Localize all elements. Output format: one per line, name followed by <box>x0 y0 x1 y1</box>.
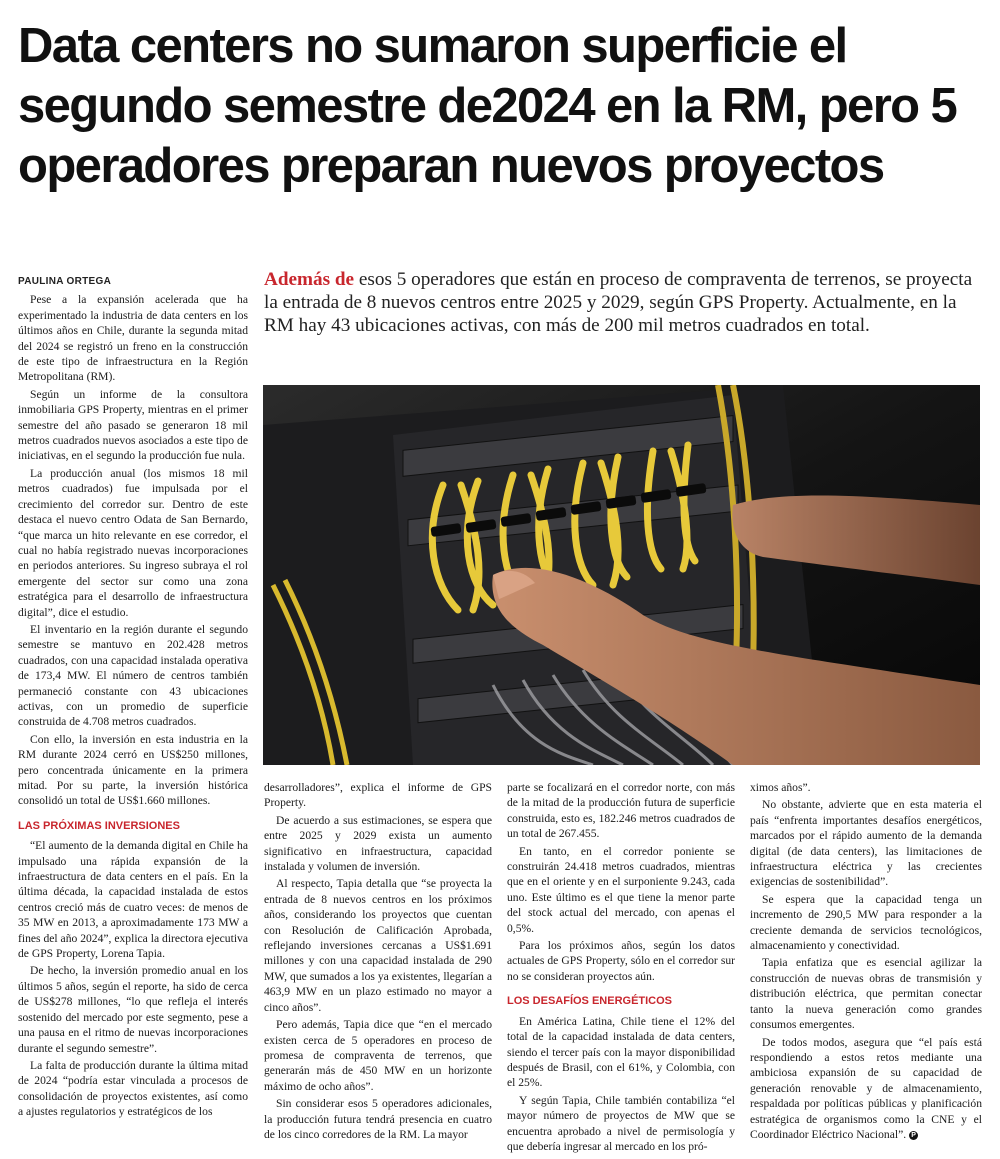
subhead-proximas-inversiones: LAS PRÓXIMAS INVERSIONES <box>18 819 180 832</box>
paragraph: El inventario en la región durante el segundo semestre se mantuvo en 202.428 metros cuadrados, con una capacidad instalada operativa de 173,4 MW. El número de centros también permaneció constante con 43 ubicaciones activas, con un promedio de superficie construida de 4.708 metros cuadrados. <box>18 622 248 729</box>
paragraph: parte se focalizará en el corredor norte, con más de la mitad de la producción futura de superficie construida, esto es, 182.246 metros cuadrados de un total de 267.455. <box>507 781 735 841</box>
paragraph: Sin considerar esos 5 operadores adicionales, la producción futura tendrá presencia en cuatro de los cinco corredores de la RM. La mayor <box>264 1097 492 1141</box>
paragraph: La falta de producción durante la última mitad de 2024 “podría estar vinculada a procesos de consolidación de proyectos existentes, así como a ajustes regulatorios y estratégicos de los <box>18 1058 248 1119</box>
paragraph: No obstante, advierte que en esta materia el país “enfrenta importantes desafíos energéticos, marcados por el rápido aumento de la demanda digital (de data centers), las limitaciones de infraestructura eléctrica y las crecientes exigencias de sostenibilidad”. <box>750 798 982 889</box>
paragraph: Según un informe de la consultora inmobiliaria GPS Property, mientras en el primer semestre del año pasado se generaron 18 mil metros cuadrados nuevos asociados a este tipo de iniciativas, en el segundo la producción fue nula. <box>18 387 248 463</box>
paragraph: Pero además, Tapia dice que “en el mercado existen cerca de 5 operadores en proceso de promesa de compraventa de terrenos, que generarán más de 450 MW en un horizonte máximo de ocho años”. <box>264 1018 492 1093</box>
paragraph: La producción anual (los mismos 18 mil metros cuadrados) fue impulsada por el crecimiento del corredor sur. Dentro de este destaca el nuevo centro Odata de San Bernardo, “que marca un hito relevante en ese corredor, el cual no había registrado nuevas incorporaciones en periodos anteriores. Su ingreso subraya el rol emergente del sector sur como una zona estratégica para el desarrollo de infraestructura digital”, dice el estudio. <box>18 466 248 619</box>
paragraph: Y según Tapia, Chile también contabiliza “el mayor número de proyectos de MW que se encuentra aprobado a nivel de permisología y que debería ingresar al mercado en los pró- <box>507 1093 735 1153</box>
paragraph: Para los próximos años, según los datos actuales de GPS Property, sólo en el corredor sur no se consideran proyectos aún. <box>507 939 735 983</box>
paragraph: ximos años”. <box>750 781 811 794</box>
paragraph: Se espera que la capacidad tenga un incremento de 290,5 MW para responder a la creciente demanda de servicios tecnológicos, almacenamiento y conectividad. <box>750 892 982 953</box>
paragraph: Pese a la expansión acelerada que ha experimentado la industria de data centers en los últimos años en Chile, durante la segunda mitad del 2024 se registró un freno en la construcción de este tipo de infraestructura en la Región Metropolitana (RM). <box>18 293 248 384</box>
server-rack-illustration <box>263 385 980 765</box>
paragraph: De hecho, la inversión promedio anual en los últimos 5 años, según el reporte, ha sido de cerca de US$278 millones, “lo que refleja el interés sostenido del mercado por este segmento, pese a una pausa en el ritmo de nuevas incorporaciones durante el segundo semestre”. <box>18 964 248 1055</box>
column-4 <box>750 780 982 1144</box>
column-3 <box>507 780 735 1156</box>
paragraph: Al respecto, Tapia detalla que “se proyecta la entrada de 8 nuevos centros en los próximos años, considerando los proyectos que cuentan con Resolución de Calificación Aprobada, reflejando inversiones cercanas a US$1.691 millones y con una capacidad instalada de 290 MW, que sumados a los ya existentes, llegarían a 463,9 MW en un plazo estimado no mayor a cinco años”. <box>264 877 492 1014</box>
lead-deck <box>264 268 984 337</box>
paragraph-text: De todos modos, asegura que “el país está respondiendo a estos retos mediante una ambiciosa expansión de su capacidad de generación renovable y de almacenamiento, respaldada por políticas públicas y planificación estratégica de organismos como la CNE y el Coordinador Eléctrico Nacional”. <box>750 1035 982 1141</box>
byline: PAULINA ORTEGA <box>18 276 112 287</box>
lead-text: esos 5 operadores que están en proceso de compraventa de terrenos, se proyecta la entrada de 8 nuevos centros entre 2025 y 2029, según GPS Property. Actualmente, en la RM hay 43 ubicaciones activas, con más de 200 mil metros cuadrados en total. <box>264 269 973 336</box>
end-of-article-icon: P <box>909 1131 918 1140</box>
column-2 <box>264 780 492 1144</box>
headline: Data centers no sumaron superficie el segundo semestre de2024 en la RM, pero 5 operadores preparan nuevos proyectos <box>18 19 957 193</box>
paragraph: desarrolladores”, explica el informe de GPS Property. <box>264 781 492 810</box>
paragraph: De acuerdo a sus estimaciones, se espera que entre 2025 y 2029 exista un aumento significativo en infraestructura, capacidad instalada y volumen de inversión. <box>264 813 492 874</box>
subhead-desafios-energeticos: LOS DESAFÍOS ENERGÉTICOS <box>507 995 673 1008</box>
paragraph <box>750 1035 982 1143</box>
paragraph: Tapia enfatiza que es esencial agilizar la construcción de nuevas obras de transmisión y distribución eléctrica, que permitan conectar tanto la nueva generación como grandes consumos emergentes. <box>750 956 982 1032</box>
paragraph: Con ello, la inversión en esta industria en la RM durante 2024 cerró en US$250 millones, pero concentrada únicamente en la primera mitad. Por su parte, la inversión histórica consolidó un total de US$1.660 millones. <box>18 732 248 808</box>
data-center-photo <box>263 385 980 765</box>
paragraph: En América Latina, Chile tiene el 12% del total de la capacidad instalada de data centers, siendo el tercer país con la mayor disponibilidad después de Brasil, con el 61%, y Colombia, con el 25%. <box>507 1014 735 1090</box>
paragraph: En tanto, en el corredor poniente se construirán 24.418 metros cuadrados, mientras que en el oriente y en el surponiente 9.243, cada uno. Este último es el que tiene la menor parte del stock actual del mercado, con apenas el 0,5%. <box>507 844 735 935</box>
lead-kicker: Además de <box>264 269 355 290</box>
paragraph: “El aumento de la demanda digital en Chile ha impulsado una rápida expansión de la infraestructura de data centers en el país. En la última década, la capacidad instalada de estos centros creció más de cuatro veces: de menos de 35 MW en 2013, a aproximadamente 173 MW a fines del año 2024”, explica la directora ejecutiva de GPS Property, Lorena Tapia. <box>18 839 248 961</box>
column-1 <box>18 274 248 1122</box>
